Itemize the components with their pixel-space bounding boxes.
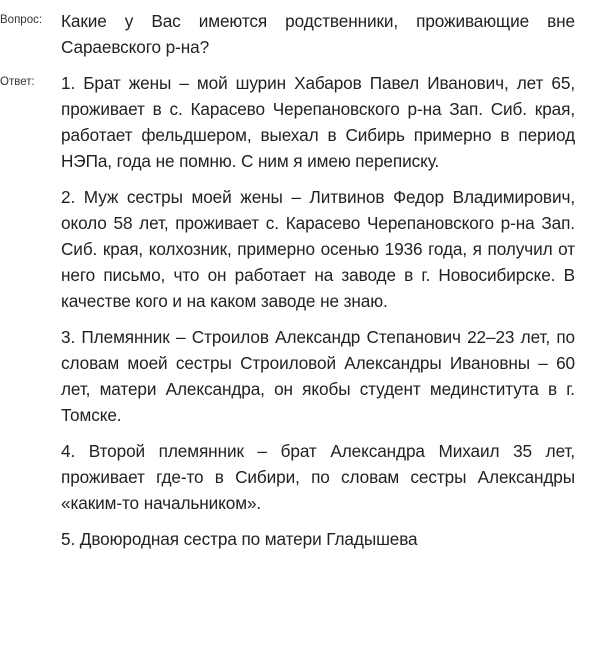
- answer-item-1: [61, 70, 575, 174]
- answer-item-3: [61, 324, 575, 428]
- answer-item-2: [61, 184, 575, 314]
- answer-item-4-text: 4. Второй племянник – брат Александра Михаил 35 лет, проживает где-то в Сибири, по словам сестры Александры «каким-то начальником».: [61, 441, 575, 513]
- answer-item-5: [61, 526, 575, 552]
- answer-label: Ответ:: [0, 76, 35, 88]
- question-text: Какие у Вас имеются родственники, проживающие вне Сараевского р-на?: [61, 11, 575, 57]
- answer-item-4: [61, 438, 575, 516]
- question-label: Вопрос:: [0, 14, 43, 26]
- answer-item-3-text: 3. Племянник – Строилов Александр Степанович 22–23 лет, по словам моей сестры Строиловой Александры Ивановны – 60 лет, матери Александра, он якобы студент мединститута в г. Томске.: [61, 327, 575, 425]
- answer-item-2-text: 2. Муж сестры моей жены – Литвинов Федор Владимирович, около 58 лет, проживает с. Карасево Черепановского р-на Зап. Сиб. края, колхозник, примерно осенью 1936 года, я получил от него письмо, что он работает на заводе в г. Новосибирске. В качестве кого и на каком заводе не знаю.: [61, 187, 575, 311]
- question-block: [0, 8, 600, 60]
- answer-block: [0, 70, 600, 552]
- answer-item-1-text: 1. Брат жены – мой шурин Хабаров Павел Иванович, лет 65, проживает в с. Карасево Черепановского р-на Зап. Сиб. края, работает фельдшером, выехал в Сибирь примерно в период НЭПа, года не помню. С ним я имею переписку.: [61, 73, 575, 171]
- answer-text: [61, 70, 575, 552]
- interrogation-document: [0, 8, 600, 552]
- answer-item-5-text: 5. Двоюродная сестра по матери Гладышева: [61, 529, 418, 549]
